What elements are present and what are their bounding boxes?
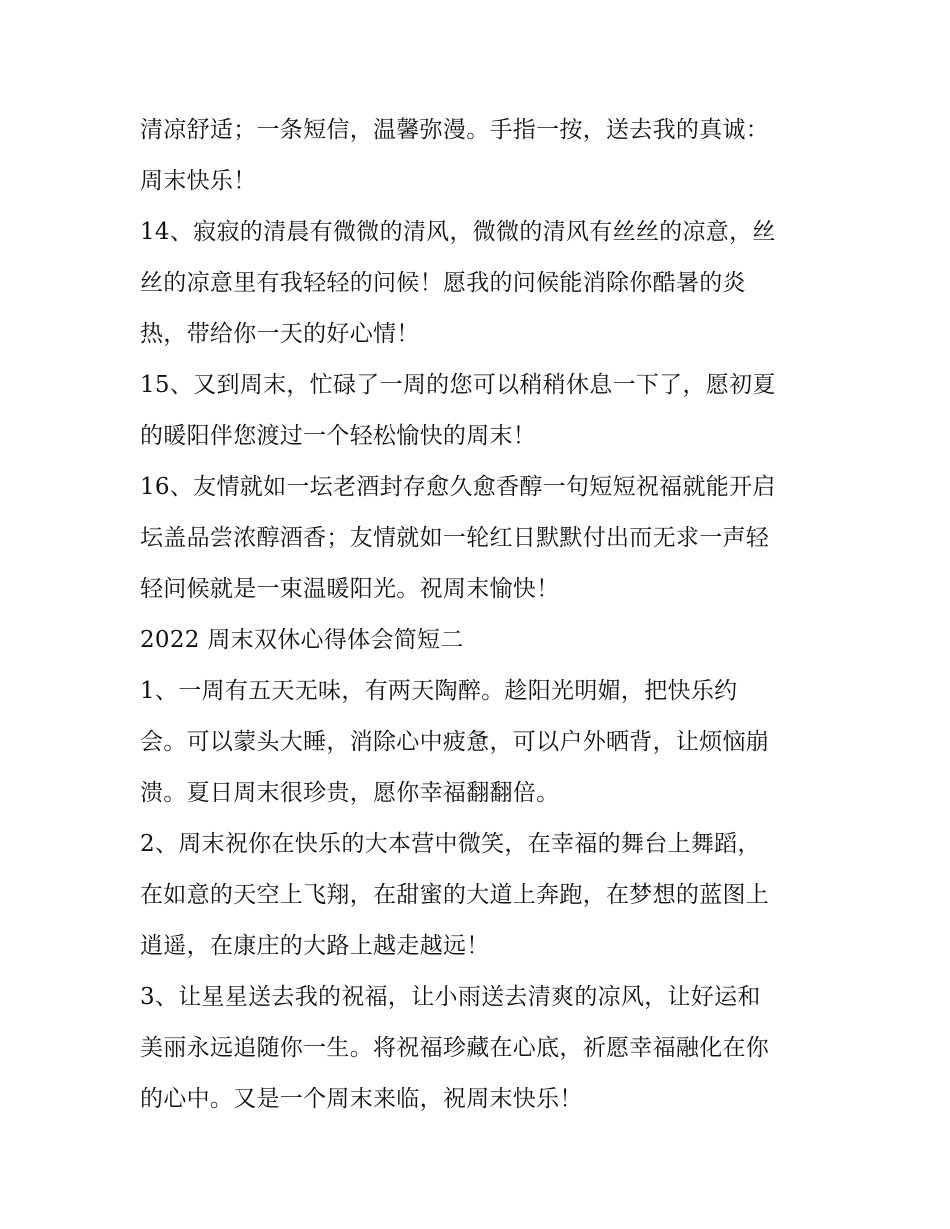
text-line-10: 轻问候就是一束温暖阳光。祝周末愉快！: [140, 576, 560, 602]
document-body: [140, 105, 820, 1125]
text-line-1: 清凉舒适；一条短信，温馨弥漫。手指一按，送去我的真诚：: [140, 117, 770, 143]
text-line-19: 美丽永远追随你一生。将祝福珍藏在心底，祈愿幸福融化在你: [140, 1035, 770, 1061]
text-line-6: 15、又到周末，忙碌了一周的您可以稍稍休息一下了，愿初夏: [140, 372, 776, 398]
text-line-9: 坛盖品尝浓醇酒香；友情就如一轮红日默默付出而无求一声轻: [140, 525, 770, 551]
text-line-14: 溃。夏日周末很珍贵，愿你幸福翻翻倍。: [140, 780, 560, 806]
section-heading: 2022 周末双休心得体会简短二: [140, 627, 464, 653]
text-line-15: 2、周末祝你在快乐的大本营中微笑，在幸福的舞台上舞蹈，: [140, 831, 761, 857]
text-line-7: 的暖阳伴您渡过一个轻松愉快的周末！: [140, 423, 537, 449]
text-line-12: 1、一周有五天无味，有两天陶醉。趁阳光明媚，把快乐约: [140, 678, 738, 704]
text-line-3: 14、寂寂的清晨有微微的清风，微微的清风有丝丝的凉意，丝: [140, 219, 776, 245]
text-line-16: 在如意的天空上飞翔，在甜蜜的大道上奔跑，在梦想的蓝图上: [140, 882, 770, 908]
text-line-13: 会。可以蒙头大睡，消除心中疲惫，可以户外晒背，让烦恼崩: [140, 729, 770, 755]
text-line-20: 的心中。又是一个周末来临，祝周末快乐！: [140, 1086, 583, 1112]
text-line-18: 3、让星星送去我的祝福，让小雨送去清爽的凉风，让好运和: [140, 984, 761, 1010]
text-line-8: 16、友情就如一坛老酒封存愈久愈香醇一句短短祝福就能开启: [140, 474, 776, 500]
text-line-4: 丝的凉意里有我轻轻的问候！愿我的问候能消除你酷暑的炎: [140, 270, 746, 296]
text-line-5: 热，带给你一天的好心情！: [140, 321, 420, 347]
text-line-2: 周末快乐！: [140, 168, 257, 194]
text-line-17: 逍遥，在康庄的大路上越走越远！: [140, 933, 490, 959]
